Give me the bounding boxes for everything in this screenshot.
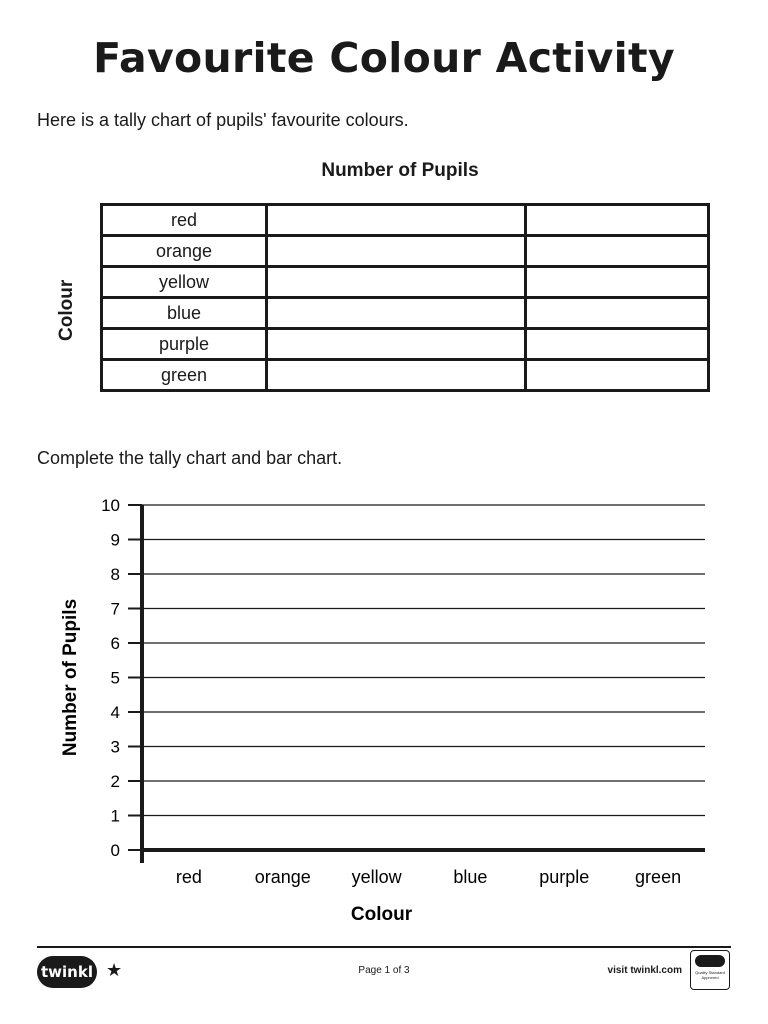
y-tick-label: 4 xyxy=(110,703,120,722)
y-tick-label: 1 xyxy=(110,806,120,826)
y-tick-label: 7 xyxy=(110,599,120,619)
tally-marks-cell[interactable] xyxy=(267,329,526,360)
tally-colour-cell: yellow xyxy=(102,267,267,298)
tally-marks-cell[interactable] xyxy=(267,205,526,236)
y-tick-label: 5 xyxy=(110,668,120,688)
tally-marks-cell[interactable] xyxy=(267,298,526,329)
y-tick-label: 9 xyxy=(110,530,120,550)
page-title: Favourite Colour Activity xyxy=(93,34,675,82)
tally-count-cell[interactable] xyxy=(526,267,709,298)
tally-colour-cell: blue xyxy=(102,298,267,329)
footer-divider xyxy=(37,946,731,948)
x-tick-label: red xyxy=(175,867,202,887)
star-icon: ★ xyxy=(106,960,123,981)
tally-marks-cell[interactable] xyxy=(267,236,526,267)
x-tick-label: blue xyxy=(453,867,488,887)
y-tick-label: 6 xyxy=(110,634,120,653)
y-tick-label: 3 xyxy=(110,737,120,757)
instruction-text: Complete the tally chart and bar chart. xyxy=(37,448,343,468)
x-tick-label: orange xyxy=(254,867,311,887)
tally-colour-cell: orange xyxy=(102,236,267,267)
table-row xyxy=(102,329,709,360)
y-tick-label: 0 xyxy=(110,841,120,860)
intro-text: Here is a tally chart of pupils' favourite colours. xyxy=(37,110,409,130)
y-tick-label: 2 xyxy=(110,772,120,791)
table-row xyxy=(102,205,709,236)
tally-count-cell[interactable] xyxy=(526,329,709,360)
tally-table xyxy=(100,203,710,392)
bar-chart[interactable] xyxy=(0,480,768,930)
tally-colour-cell: purple xyxy=(102,329,267,360)
table-row xyxy=(102,298,709,329)
tally-axis-label: Colour xyxy=(56,279,77,341)
badge-text: Quality Standard Approved xyxy=(695,970,725,980)
tally-colour-cell: green xyxy=(102,360,267,391)
tally-count-cell[interactable] xyxy=(526,360,709,391)
quality-badge-icon xyxy=(690,950,730,990)
x-tick-label: yellow xyxy=(351,867,402,887)
tally-header: Number of Pupils xyxy=(321,160,479,181)
y-tick-label: 10 xyxy=(101,496,120,515)
visit-link[interactable]: visit twinkl.com xyxy=(607,965,682,976)
tally-marks-cell[interactable] xyxy=(267,360,526,391)
y-tick-label: 8 xyxy=(110,565,120,584)
table-row xyxy=(102,360,709,391)
tally-marks-cell[interactable] xyxy=(267,267,526,298)
x-tick-label: green xyxy=(635,867,682,887)
y-axis-label: Number of Pupils xyxy=(60,598,81,757)
x-axis-label: Colour xyxy=(350,904,413,925)
badge-logo xyxy=(695,955,725,967)
tally-colour-cell: red xyxy=(102,205,267,236)
x-tick-label: purple xyxy=(539,867,590,887)
tally-count-cell[interactable] xyxy=(526,298,709,329)
twinkl-logo: twinkl xyxy=(37,956,97,988)
table-row xyxy=(102,236,709,267)
page-number: Page 1 of 3 xyxy=(358,965,410,976)
tally-count-cell[interactable] xyxy=(526,205,709,236)
table-row xyxy=(102,267,709,298)
tally-count-cell[interactable] xyxy=(526,236,709,267)
